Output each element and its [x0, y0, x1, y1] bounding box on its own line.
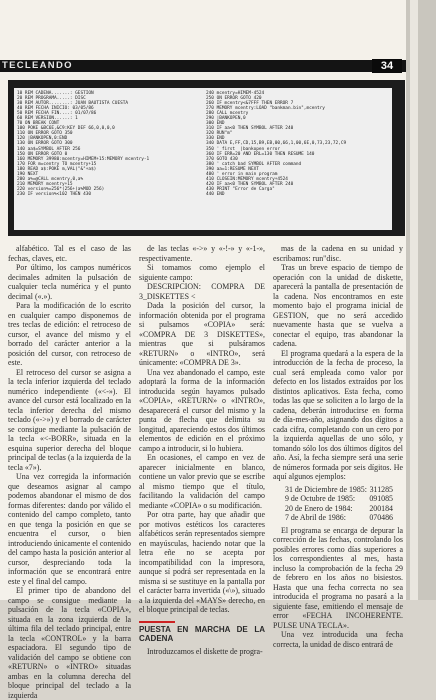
listing-line: 170 FOR m=centry TO mcentry+15 — [17, 161, 97, 167]
listing-line: 320 RUN"m" — [206, 131, 233, 137]
listing-line: 40 REM FECHA INICIO: 03/05/86 — [17, 106, 94, 112]
text-column-2-continued — [139, 647, 265, 657]
paragraph: alfabético. Tal es el caso de las fechas, claves, etc. — [8, 244, 131, 263]
listing-line: 340 DATA E,FF,CD,15,B9,EB,00,66,1,00,6E,0,73,23,72,C9 — [206, 141, 347, 147]
listing-line: 220 version%=256*(256+(a%MOD 256) — [17, 186, 105, 192]
paragraph: Para la modificación de lo escrito en cualquier campo disponemos de tres teclas de edición: el retroceso de cursor, el avance del mismo y el borrado del carácter anterior a la posición del cursor, con retroceso de este. — [8, 301, 131, 367]
listing-line: 200 a%=@CALL mcentry,0,a% — [17, 176, 84, 182]
next-page-edge — [406, 0, 436, 600]
listing-line: 390 aa=1:RESUME NEXT — [206, 166, 259, 172]
listing-line: 330 END — [206, 136, 225, 142]
paragraph: El primer tipo de abandono del campo se consigue mediante la pulsación de la tecla «COPIA», situada en la zona izquierda de la última fila del teclado principal, entre la tecla «CONTROL» y la barra espaciadora. El segundo tipo de validación del campo se obtiene con «RETURN» o «INTRO» situadas ambas en la columna derecha del bloque principal del teclado a la izquierda — [8, 586, 131, 700]
page-number: 34 — [372, 59, 402, 73]
date-label: 9 de Octubre de 1985: — [285, 494, 356, 503]
paragraph: Por último, los campos numéricos decimales admiten la pulsación de cualquier tecla numérica y el punto decimal («.»). — [8, 263, 131, 301]
date-code: 311285 — [369, 484, 393, 494]
paragraph: El programa quedará a la espera de la introducción de la fecha de proceso, la cual será empleada como valor por defecto en los listados extraídos por los distintos aplicativos. Esta fecha, como todas las que se soliciten a lo largo de la cadena, deberán introducirse en forma de día-mes-año, asignando dos dígitos a cada cifra, completando con un cero por la izquierda aquellas de uno sólo, y tomando sólo los dos últimos dígitos del año. Así, la fecha siempre será una serie de números formada por seis dígitos. He aquí algunos ejemplos: — [273, 348, 403, 481]
listing-line: 400 ' error in main program — [206, 171, 278, 177]
listing-left-column — [17, 91, 149, 197]
paragraph: Una vez corregida la información que deseamos asignar al campo podemos abandonar el mismo de dos formas diferentes: dando por válido el contenido del campo completo, tanto en que tenga la posición en que se encuentra el cursor, o bien introduciendo únicamente el contenido del campo hasta la posición anterior al cursor, despreciando toda la información que se encontrará entre este y el final del campo. — [8, 472, 131, 586]
date-example-row — [285, 504, 393, 514]
paragraph: Por otra parte, hay que añadir que por motivos estéticos los caracteres alfabéticos serán representados siempre en mayúsculas, haciendo notar que la letra eñe no se acepta por incompatibilidad con la impresora, aunque sí podrá ser representada en la misma si se sustituye en la pantalla por el carácter barra invertida («\»), situado a la izquierda del «MAYS» derecho, en el bloque principal de teclas. — [139, 510, 265, 614]
paragraph: El programa se encarga de depurar la corrección de las fechas, controlando los posibles errores como días superiores a los correspondientes al mes, hasta incluso la comprobación de la fecha 29 de febrero en los años no bisiestos. Hasta que una fecha correcta no sea introducida el programa no pasará a la siguiente fase, emitiendo el mensaje de error «FECHA INCOHERENTE. PULSE UNA TECLA». — [273, 525, 403, 630]
date-examples — [285, 485, 403, 523]
text-column-2 — [139, 244, 265, 656]
listing-line: 50 REM FECHA FIN....: 01/07/86 — [17, 111, 97, 117]
paragraph: DESCRIPCION: COMPRA DE 3_DISKETTES < — [139, 282, 265, 301]
paragraph: Tras un breve espacio de tiempo de operación con la unidad de diskette, aparecerá la pantalla de presentación de la cadena. Nos encontramos en este momento bajo el programa inicial de GESTION, que no será accedido nuevamente hasta que se vuelva a conectar el equipo, tras abandonar la cadena. — [273, 263, 403, 348]
text-column-3-continued — [273, 526, 403, 650]
listing-line: 240 mcentry=HIMEM-4524 — [206, 91, 265, 96]
listing-line: 250 ON ERROR GOTO 420 — [206, 96, 262, 102]
listing-line: 440 END — [206, 191, 225, 197]
listing-line: 430 PRINT "Error de Carga" — [206, 186, 275, 192]
listing-line: 190 NEXT — [17, 171, 39, 177]
paragraph: Una vez introducida una fecha correcta, la unidad de disco entrará de — [273, 630, 403, 649]
date-example-row — [285, 513, 393, 523]
date-label: 31 de Diciembre de 1985: — [285, 484, 367, 494]
listing-line: 290 |BANKOPEN,0 — [206, 116, 246, 122]
paragraph: El retroceso del cursor se asigna a la tecla inferior izquierda del teclado numérico independiente («<-»). El avance del cursor está localizado en la tecla inferior derecha del mismo teclado («->») y el borrado de carácter se consigue mediante la pulsación de la tecla «<-BORR», situada en la esquina superior derecha del bloque principal de teclas (a la izquierda de la tecla «7»). — [8, 367, 131, 472]
text-column-2-body — [139, 244, 265, 615]
listing-line: 270 MEMORY mcentry:LOAD "bankman.bin",mcentry — [206, 106, 325, 112]
listing-line: 60 REM VERSION......: 1 — [17, 116, 78, 122]
listing-line: 420 IF aa<0 THEN SYMBOL AFTER 240 — [206, 181, 294, 187]
listing-line: 110 ON ERROR GOTO 350 — [17, 131, 73, 137]
paragraph: mas de la cadena en su unidad y escribamos: run"disc. — [273, 244, 403, 263]
paragraph: de las teclas «->» y «-!-» y «-1-», respectivamente. — [139, 244, 265, 263]
listing-line: 280 CALL mcentry — [206, 111, 249, 117]
listing-line: 370 GOTO 430 — [206, 156, 238, 162]
listing-line: 100 POKE &BC6E,&C9:KEY DEF 66,0,0,0,0 — [17, 126, 115, 132]
paragraph: Una vez abandonado el campo, este adoptará la forma de la información introducida según hayamos pulsado «COPIA», «RETURN» o «INTRO», desaparecerá el cursor del mismo y la punta de flecha que delimita su longitud, apareciendo estos dos últimos elementos de edición en el próximo campo a introducir, si lo hubiera. — [139, 367, 265, 453]
listing-line: 10 REM CADENA.......: GESTION — [17, 91, 94, 96]
listing-line: 360 IF ERR=20 AND ERL=130 THEN RESUME 140 — [206, 151, 315, 157]
listing-line: 120 |BANKOPEN,0:END — [17, 136, 68, 142]
paragraph: En ocasiones, el campo en vez de aparecer inicialmente en blanco, contiene un valor previo que se escribe al mismo tiempo que el título, facilitando la validación del campo mediante «COPIA» o su modificación. — [139, 453, 265, 510]
listing-line: 150 ON ERROR GOTO 0 — [17, 151, 68, 157]
listing-line: 160 MEMORY 39980:mcentry=HIMEM+15:MEMORY mcentry-1 — [17, 156, 150, 162]
date-label: 20 de Enero de 1984: — [285, 503, 353, 513]
text-column-3-body — [273, 244, 403, 482]
text-column-3 — [273, 244, 403, 649]
section-subheading: PUESTA EN MARCHA DE LA CADENA — [139, 621, 265, 643]
listing-line: 210 MEMORY mcentry+15 — [17, 181, 73, 187]
listing-line: 180 READ a$:POKE m,VAL("&"+a$) — [17, 166, 97, 172]
listing-line: 70 ON BREAK CONT — [17, 121, 60, 127]
date-code: 070486 — [369, 513, 393, 522]
date-example-row — [285, 494, 393, 504]
date-example-row — [285, 485, 393, 495]
date-code: 091085 — [369, 494, 393, 503]
listing-line: 130 ON ERROR GOTO 300 — [17, 141, 73, 147]
listing-line: 410 CLOSEIN:MEMORY mcentry+4524 — [206, 176, 288, 182]
date-label: 7 de Abril de 1986: — [285, 513, 346, 522]
listing-line: 230 IF version%<102 THEN 430 — [17, 191, 92, 197]
listing-line: 20 REM PROGRAMA.....: DISC — [17, 96, 86, 102]
listing-line: 260 IF mcentry<&7FFF THEN ERROR 7 — [206, 101, 294, 107]
text-column-1 — [8, 244, 131, 700]
paragraph: Dada la posición del cursor, la información obtenida por el programa si pulsamos «COPIA» será: «COMPRA DE 3 DISKETTES», mientras que si pulsáramos «RETURN» o «INTRO», será únicamente: «COMPRA DE 3». — [139, 301, 265, 367]
listing-line: 350 ' first |bankopen error — [206, 146, 281, 152]
listing-line: 300 END — [206, 121, 225, 127]
date-code: 200184 — [369, 503, 393, 513]
listing-line: 140 aa$=SYMBOL AFTER 256 — [17, 146, 81, 152]
listing-right-column — [206, 91, 346, 197]
page-edge-strip — [410, 0, 418, 600]
paragraph: Introduzcamos el diskette de progra- — [147, 646, 263, 656]
section-title: TECLEANDO — [2, 60, 73, 71]
listing-line: 30 REM AUTOR........: JUAN BAUTISTA CUESTA — [17, 101, 129, 107]
listing-line: 310 IF aa<0 THEN SYMBOL AFTER 240 — [206, 126, 294, 132]
subheading-accent-bar — [139, 621, 175, 623]
paragraph: Si tomamos como ejemplo el siguiente campo: — [139, 263, 265, 282]
listing-line: 380 ' catch bad SYMBOL AFTER command — [206, 161, 302, 167]
